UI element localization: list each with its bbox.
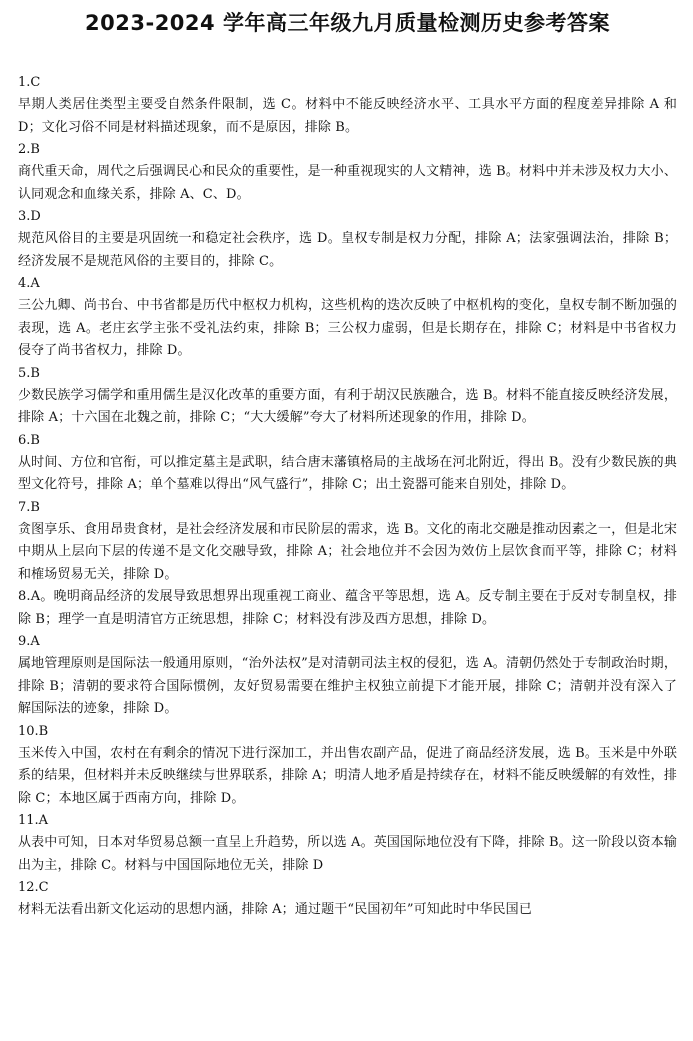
answer-explanation: 从表中可知，日本对华贸易总额一直呈上升趋势，所以选 A。英国国际地位没有下降，排除 B。这一阶段以资本输出为主，排除 C。材料与中国国际地位无关，排除 D	[18, 835, 678, 873]
answer-explanation: 三公九卿、尚书台、中书省都是历代中枢权力机构，这些机构的迭次反映了中枢机构的变化，皇权专制不断加强的表现，选 A。老庄玄学主张不受礼法约束，排除 B；三公权力虚弱，但是长期存在，排除 C；材料是中书省权力侵夺了尚书省权力，排除 D。	[18, 298, 677, 358]
answer-item	[18, 631, 677, 721]
question-number: 5.B	[18, 365, 40, 381]
answer-explanation: 从时间、方位和官衔，可以推定墓主是武职，结合唐末藩镇格局的主战场在河北附近，得出 B。没有少数民族的典型文化符号，排除 A；单个墓难以得出“风气盛行”，排除 C；出土瓷器可能来自别处，排除 D。	[18, 454, 677, 492]
answer-item	[18, 72, 677, 139]
question-number: 6.B	[18, 432, 40, 448]
answer-explanation: 玉米传入中国，农村在有剩余的情况下进行深加工，并出售农副产品，促进了商品经济发展，选 B。玉米是中外联系的结果，但材料并未反映继续与世界联系，排除 A；明清人地矛盾是持续存在，材料不能反映缓解的有效性，排除 C；本地区属于西南方向，排除 D。	[18, 745, 677, 806]
question-number: 12.C	[18, 880, 49, 895]
answer-item	[18, 206, 677, 273]
answer-explanation: 商代重天命，周代之后强调民心和民众的重要性，是一种重视现实的人文精神，选 B。材料中并未涉及权力大小、认同观念和血缘关系，排除 A、C、D。	[18, 164, 677, 202]
question-number: 10.B	[18, 723, 49, 739]
answer-item	[18, 721, 677, 811]
answer-item	[18, 810, 677, 877]
answer-item	[18, 363, 677, 430]
answer-list	[18, 72, 677, 922]
question-number: 11.A	[18, 813, 49, 828]
answer-item	[18, 497, 677, 587]
answer-explanation: 材料无法看出新文化运动的思想内涵，排除 A；通过题干“民国初年”可知此时中华民国已	[18, 902, 532, 917]
answer-explanation: 规范风俗目的主要是巩固统一和稳定社会秩序，选 D。皇权专制是权力分配，排除 A；法家强调法治，排除 B；经济发展不是规范风俗的主要目的，排除 C。	[18, 231, 677, 269]
question-number: 2.B	[18, 142, 40, 157]
answer-item	[18, 430, 677, 497]
answer-explanation: 8.A。晚明商品经济的发展导致思想界出现重视工商业、蕴含平等思想，选 A。反专制主要在于反对专制皇权，排除 B；理学一直是明清官方正统思想，排除 C；材料没有涉及西方思想，排除 D。	[18, 589, 677, 627]
question-number: 7.B	[18, 499, 40, 515]
question-number: 3.D	[18, 209, 41, 224]
answer-explanation: 属地管理原则是国际法一般通用原则，“治外法权”是对清朝司法主权的侵犯，选 A。清朝仍然处于专制政治时期，排除 B；清朝的要求符合国际惯例，友好贸易需要在维护主权独立前提下才能开展，排除 C；清朝并没有深入了解国际法的迹象，排除 D。	[18, 656, 677, 716]
answer-item	[18, 139, 677, 206]
answer-explanation: 少数民族学习儒学和重用儒生是汉化改革的重要方面，有利于胡汉民族融合，选 B。材料不能直接反映经济发展，排除 A；十六国在北魏之前，排除 C；“大大缓解”夸大了材料所述现象的作用，排除 D。	[18, 387, 677, 425]
question-number: 1.C	[18, 75, 41, 90]
answer-item	[18, 877, 677, 922]
question-number: 4.A	[18, 276, 40, 291]
document-title: 2023-2024 学年高三年级九月质量检测历史参考答案	[85, 11, 610, 35]
answer-explanation: 贪图享乐、食用昂贵食材，是社会经济发展和市民阶层的需求，选 B。文化的南北交融是推动因素之一，但是北宋中期从上层向下层的传递不是文化交融导致，排除 A；社会地位并不会因为效仿上层饮食而平等，排除 C；材料和榷场贸易无关，排除 D。	[18, 521, 677, 582]
question-number: 9.A	[18, 634, 40, 649]
answer-item	[18, 586, 677, 631]
answer-explanation: 早期人类居住类型主要受自然条件限制，选 C。材料中不能反映经济水平、工具水平方面的程度差异排除 A 和 D；文化习俗不同是材料描述现象，而不是原因，排除 B。	[18, 97, 677, 135]
answer-item	[18, 273, 677, 363]
